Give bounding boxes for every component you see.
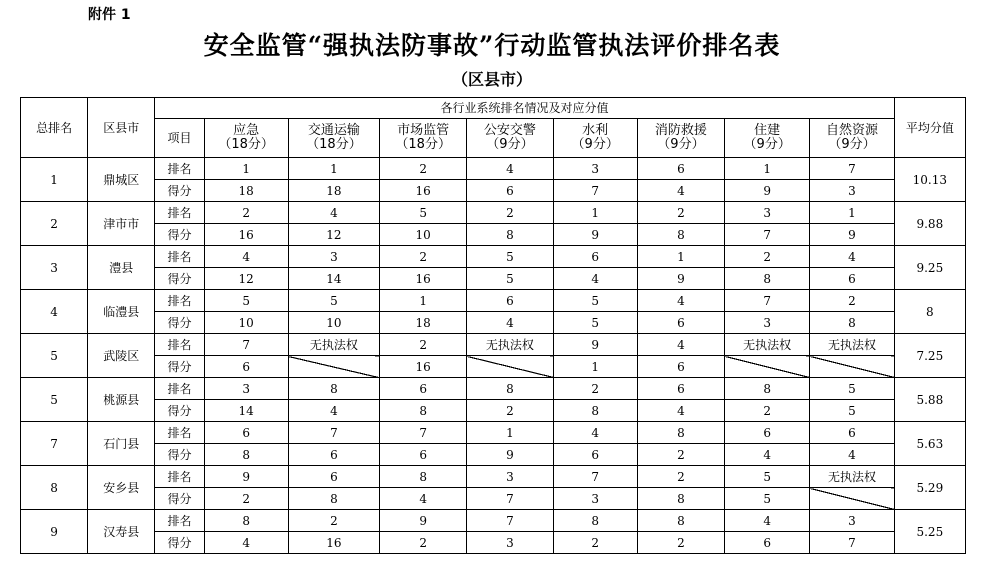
score-cell: 4 (810, 444, 894, 466)
no-authority-cell: 无执法权 (810, 334, 894, 356)
rank-cell: 1 (288, 158, 379, 180)
category-points: （18分） (395, 137, 451, 152)
rank-cell: 7 (204, 334, 288, 356)
slash-cell (725, 356, 810, 378)
category-points: （9分） (657, 137, 705, 152)
rank-cell: 5 (204, 290, 288, 312)
score-cell: 14 (288, 268, 379, 290)
rank-cell: 6 (467, 290, 553, 312)
rank-cell: 4 (288, 202, 379, 224)
score-cell: 4 (288, 400, 379, 422)
score-cell: 6 (810, 268, 894, 290)
no-authority-cell: 无执法权 (810, 466, 894, 488)
county-cell: 临澧县 (88, 290, 155, 334)
score-cell: 16 (204, 224, 288, 246)
table-row-rank (21, 158, 966, 180)
category-name: 市场监管 (397, 123, 450, 138)
category-name: 消防救援 (654, 123, 707, 138)
total-rank-cell: 8 (21, 466, 88, 510)
score-cell: 7 (467, 488, 553, 510)
average-cell: 9.88 (894, 202, 965, 246)
no-authority-cell: 无执法权 (467, 334, 553, 356)
score-cell: 8 (288, 488, 379, 510)
page-subtitle: （区县市） (451, 70, 532, 89)
item-label-rank: 排名 (155, 158, 204, 180)
rank-cell: 8 (467, 378, 553, 400)
score-cell: 2 (380, 532, 467, 554)
category-name: 水利 (582, 123, 609, 138)
score-cell: 10 (380, 224, 467, 246)
rank-cell: 5 (810, 378, 894, 400)
rank-cell: 1 (204, 158, 288, 180)
score-cell: 2 (204, 488, 288, 510)
table-row-score (21, 532, 966, 554)
score-cell: 4 (553, 268, 637, 290)
table-row-rank (21, 466, 966, 488)
score-cell: 16 (380, 268, 467, 290)
header-category (204, 119, 288, 158)
score-cell: 8 (380, 400, 467, 422)
total-rank-cell: 3 (21, 246, 88, 290)
rank-cell: 4 (637, 334, 724, 356)
score-cell: 16 (380, 180, 467, 202)
score-cell: 18 (204, 180, 288, 202)
attachment-label: 附件 1 (88, 7, 131, 23)
rank-cell: 2 (380, 158, 467, 180)
category-name: 应急 (233, 123, 260, 138)
score-cell: 6 (467, 180, 553, 202)
ranking-table (20, 97, 966, 554)
total-rank-cell: 7 (21, 422, 88, 466)
county-cell: 澧县 (88, 246, 155, 290)
total-rank-cell: 1 (21, 158, 88, 202)
rank-cell: 7 (725, 290, 810, 312)
score-cell: 4 (725, 444, 810, 466)
table-row-score (21, 356, 966, 378)
slash-cell (467, 356, 553, 378)
table-row-score (21, 400, 966, 422)
score-cell: 1 (553, 356, 637, 378)
header-category (637, 119, 724, 158)
total-rank-cell: 5 (21, 378, 88, 422)
table-row-score (21, 224, 966, 246)
rank-cell: 2 (725, 246, 810, 268)
average-cell: 5.88 (894, 378, 965, 422)
county-cell: 桃源县 (88, 378, 155, 422)
rank-cell: 5 (553, 290, 637, 312)
item-label-score: 得分 (155, 532, 204, 554)
rank-cell: 3 (204, 378, 288, 400)
table-row-rank (21, 246, 966, 268)
header-group: 各行业系统排名情况及对应分值 (155, 98, 894, 119)
rank-cell: 2 (637, 202, 724, 224)
table-row-score (21, 180, 966, 202)
table-row-rank (21, 378, 966, 400)
rank-cell: 2 (380, 246, 467, 268)
score-cell: 3 (810, 180, 894, 202)
header-item: 项目 (155, 119, 204, 158)
rank-cell: 3 (288, 246, 379, 268)
rank-cell: 1 (553, 202, 637, 224)
score-cell: 10 (288, 312, 379, 334)
score-cell: 14 (204, 400, 288, 422)
rank-cell: 1 (810, 202, 894, 224)
item-label-score: 得分 (155, 400, 204, 422)
score-cell: 8 (637, 224, 724, 246)
page-title: 安全监管“强执法防事故”行动监管执法评价排名表 (203, 31, 781, 60)
rank-cell: 5 (380, 202, 467, 224)
score-cell: 5 (553, 312, 637, 334)
rank-cell: 4 (810, 246, 894, 268)
header-category (725, 119, 810, 158)
score-cell: 9 (467, 444, 553, 466)
score-cell: 2 (553, 532, 637, 554)
score-cell: 6 (725, 532, 810, 554)
rank-cell: 2 (204, 202, 288, 224)
average-cell: 5.63 (894, 422, 965, 466)
score-cell: 6 (637, 312, 724, 334)
rank-cell: 7 (380, 422, 467, 444)
rank-cell: 7 (288, 422, 379, 444)
rank-cell: 9 (380, 510, 467, 532)
no-authority-cell: 无执法权 (725, 334, 810, 356)
score-cell: 10 (204, 312, 288, 334)
rank-cell: 3 (467, 466, 553, 488)
rank-cell: 5 (467, 246, 553, 268)
rank-cell: 6 (288, 466, 379, 488)
table-row-rank (21, 422, 966, 444)
header-average: 平均分值 (894, 98, 965, 158)
item-label-score: 得分 (155, 488, 204, 510)
score-cell: 9 (810, 224, 894, 246)
item-label-rank: 排名 (155, 510, 204, 532)
category-points: （9分） (486, 137, 534, 152)
average-cell: 10.13 (894, 158, 965, 202)
county-cell: 津市市 (88, 202, 155, 246)
score-cell: 5 (725, 488, 810, 510)
total-rank-cell: 9 (21, 510, 88, 554)
rank-cell: 2 (288, 510, 379, 532)
score-cell: 3 (725, 312, 810, 334)
score-cell: 9 (725, 180, 810, 202)
score-cell: 16 (288, 532, 379, 554)
score-cell: 18 (288, 180, 379, 202)
rank-cell: 8 (553, 510, 637, 532)
no-authority-cell: 无执法权 (288, 334, 379, 356)
rank-cell: 9 (553, 334, 637, 356)
score-cell: 8 (637, 488, 724, 510)
rank-cell: 3 (810, 510, 894, 532)
score-cell: 3 (553, 488, 637, 510)
table-row-rank (21, 202, 966, 224)
county-cell: 鼎城区 (88, 158, 155, 202)
county-cell: 安乡县 (88, 466, 155, 510)
total-rank-cell: 5 (21, 334, 88, 378)
table-row-rank (21, 510, 966, 532)
average-cell: 5.29 (894, 466, 965, 510)
table-row-score (21, 312, 966, 334)
header-category (288, 119, 379, 158)
category-points: （9分） (828, 137, 876, 152)
score-cell: 5 (467, 268, 553, 290)
rank-cell: 7 (810, 158, 894, 180)
average-cell: 9.25 (894, 246, 965, 290)
rank-cell: 7 (553, 466, 637, 488)
item-label-score: 得分 (155, 224, 204, 246)
rank-cell: 1 (725, 158, 810, 180)
category-name: 公安交警 (483, 123, 536, 138)
rank-cell: 8 (204, 510, 288, 532)
rank-cell: 4 (204, 246, 288, 268)
table-row-score (21, 268, 966, 290)
rank-cell: 4 (467, 158, 553, 180)
score-cell: 8 (810, 312, 894, 334)
item-label-score: 得分 (155, 444, 204, 466)
total-rank-cell: 4 (21, 290, 88, 334)
score-cell: 6 (204, 356, 288, 378)
slash-cell (810, 356, 894, 378)
rank-cell: 6 (637, 378, 724, 400)
rank-cell: 1 (637, 246, 724, 268)
rank-cell: 7 (467, 510, 553, 532)
score-cell: 8 (467, 224, 553, 246)
rank-cell: 6 (204, 422, 288, 444)
rank-cell: 8 (380, 466, 467, 488)
category-points: （9分） (571, 137, 619, 152)
score-cell: 18 (380, 312, 467, 334)
table-row-score (21, 444, 966, 466)
rank-cell: 3 (725, 202, 810, 224)
score-cell: 4 (467, 312, 553, 334)
rank-cell: 3 (553, 158, 637, 180)
header-category (467, 119, 553, 158)
score-cell: 4 (637, 400, 724, 422)
category-name: 住建 (754, 123, 781, 138)
rank-cell: 4 (553, 422, 637, 444)
score-cell: 4 (637, 180, 724, 202)
item-label-rank: 排名 (155, 334, 204, 356)
rank-cell: 4 (637, 290, 724, 312)
rank-cell: 8 (637, 422, 724, 444)
rank-cell: 6 (553, 246, 637, 268)
item-label-score: 得分 (155, 356, 204, 378)
rank-cell: 6 (380, 378, 467, 400)
score-cell: 8 (553, 400, 637, 422)
score-cell: 4 (204, 532, 288, 554)
county-cell: 石门县 (88, 422, 155, 466)
average-cell: 5.25 (894, 510, 965, 554)
item-label-rank: 排名 (155, 290, 204, 312)
item-label-rank: 排名 (155, 378, 204, 400)
score-cell: 2 (725, 400, 810, 422)
rank-cell: 6 (810, 422, 894, 444)
score-cell: 6 (637, 356, 724, 378)
score-cell: 7 (725, 224, 810, 246)
item-label-rank: 排名 (155, 422, 204, 444)
table-row-rank (21, 290, 966, 312)
rank-cell: 2 (380, 334, 467, 356)
score-cell: 6 (288, 444, 379, 466)
score-cell: 8 (725, 268, 810, 290)
item-label-score: 得分 (155, 312, 204, 334)
category-name: 交通运输 (307, 123, 360, 138)
rank-cell: 8 (725, 378, 810, 400)
score-cell: 2 (467, 400, 553, 422)
score-cell: 12 (204, 268, 288, 290)
item-label-rank: 排名 (155, 466, 204, 488)
rank-cell: 6 (725, 422, 810, 444)
table-row-rank (21, 334, 966, 356)
score-cell: 6 (553, 444, 637, 466)
rank-cell: 2 (553, 378, 637, 400)
rank-cell: 4 (725, 510, 810, 532)
score-cell: 9 (553, 224, 637, 246)
rank-cell: 8 (637, 510, 724, 532)
score-cell: 4 (380, 488, 467, 510)
score-cell: 3 (467, 532, 553, 554)
rank-cell: 1 (380, 290, 467, 312)
score-cell: 2 (637, 532, 724, 554)
rank-cell: 2 (637, 466, 724, 488)
rank-cell: 2 (810, 290, 894, 312)
rank-cell: 1 (467, 422, 553, 444)
score-cell: 16 (380, 356, 467, 378)
score-cell: 8 (204, 444, 288, 466)
rank-cell: 2 (467, 202, 553, 224)
county-cell: 汉寿县 (88, 510, 155, 554)
header-category (380, 119, 467, 158)
category-points: （18分） (306, 137, 362, 152)
rank-cell: 9 (204, 466, 288, 488)
table-row-score (21, 488, 966, 510)
total-rank-cell: 2 (21, 202, 88, 246)
header-county: 区县市 (88, 98, 155, 158)
rank-cell: 5 (288, 290, 379, 312)
item-label-score: 得分 (155, 180, 204, 202)
score-cell: 9 (637, 268, 724, 290)
item-label-rank: 排名 (155, 246, 204, 268)
score-cell: 5 (810, 400, 894, 422)
category-points: （18分） (218, 137, 274, 152)
average-cell: 7.25 (894, 334, 965, 378)
header-category (553, 119, 637, 158)
item-label-score: 得分 (155, 268, 204, 290)
score-cell: 2 (637, 444, 724, 466)
average-cell: 8 (894, 290, 965, 334)
score-cell: 12 (288, 224, 379, 246)
header-total-rank: 总排名 (21, 98, 88, 158)
score-cell: 7 (810, 532, 894, 554)
score-cell: 7 (553, 180, 637, 202)
slash-cell (288, 356, 379, 378)
rank-cell: 5 (725, 466, 810, 488)
rank-cell: 6 (637, 158, 724, 180)
category-name: 自然资源 (825, 123, 878, 138)
county-cell: 武陵区 (88, 334, 155, 378)
category-points: （9分） (743, 137, 791, 152)
item-label-rank: 排名 (155, 202, 204, 224)
score-cell: 6 (380, 444, 467, 466)
rank-cell: 8 (288, 378, 379, 400)
header-category (810, 119, 894, 158)
slash-cell (810, 488, 894, 510)
